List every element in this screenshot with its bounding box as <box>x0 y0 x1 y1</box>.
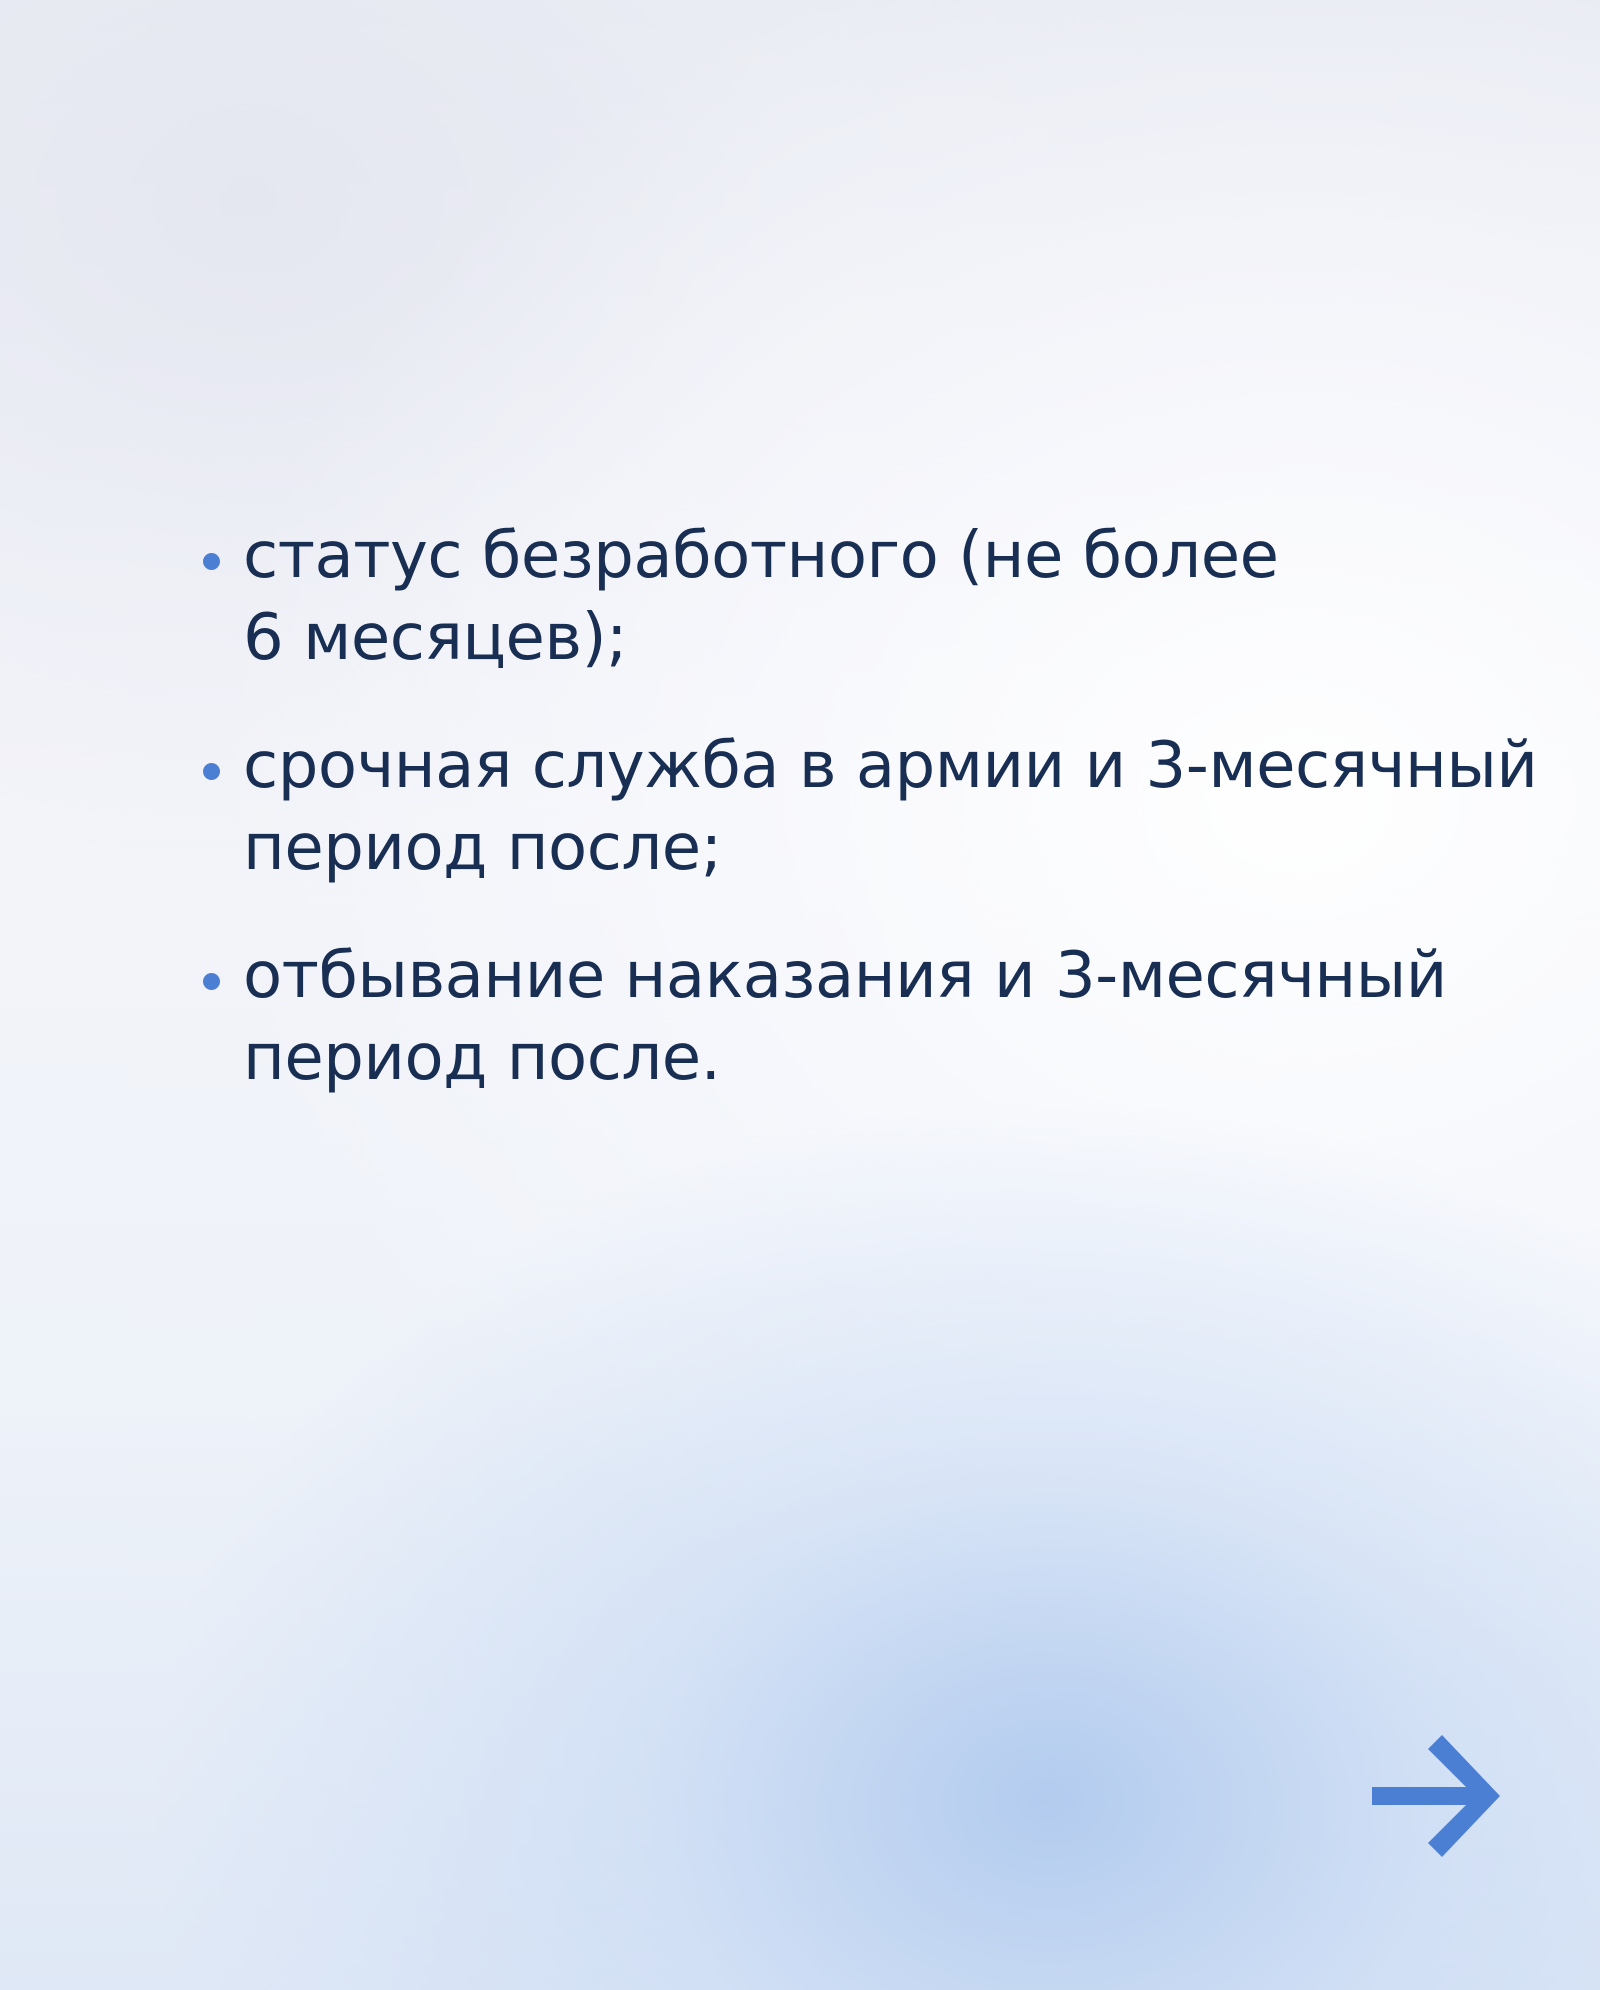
bullet-dot-icon <box>203 763 220 780</box>
bullet-dot-icon <box>203 553 220 570</box>
list-item-text: статус безработного (не более 6 месяцев); <box>243 519 1279 675</box>
list-item <box>203 725 1543 889</box>
list-item-text: отбывание наказания и 3-месячный период после. <box>243 939 1447 1095</box>
list-item-text: срочная служба в армии и 3-месячный период после; <box>243 729 1538 885</box>
arrow-right-icon[interactable] <box>1372 1735 1502 1857</box>
list-item <box>203 515 1543 679</box>
bullet-dot-icon <box>203 973 220 990</box>
list-item <box>203 935 1543 1099</box>
bullet-list <box>203 515 1543 1145</box>
